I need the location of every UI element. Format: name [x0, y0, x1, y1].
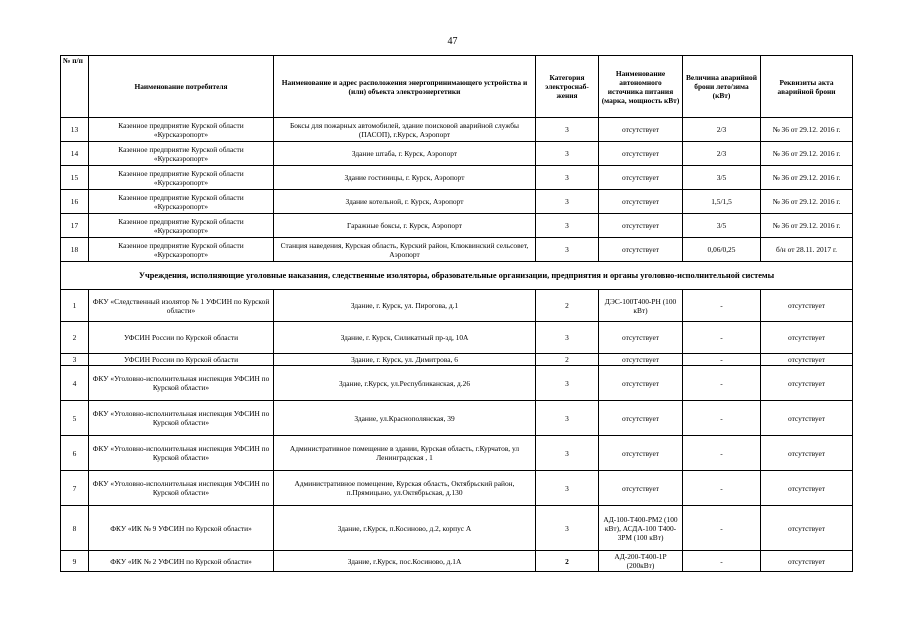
- reserve-table: [60, 55, 853, 572]
- cell-object: Административное помещение, Курская область, Октябрьский район, п.Прямицыно, ул.Октябрьская, д.130: [274, 471, 536, 506]
- table-row: [61, 118, 853, 142]
- cell-object: Здание котельной, г. Курск, Аэропорт: [274, 190, 536, 214]
- cell-object: Здание, г.Курск, п.Косиново, д.2, корпус А: [274, 506, 536, 551]
- cell-reserve: 3/5: [683, 214, 761, 238]
- cell-category: 3: [536, 190, 599, 214]
- cell-consumer: ФКУ «Уголовно-исполнительная инспекция УФСИН по Курской области»: [89, 436, 274, 471]
- cell-consumer: ФКУ «ИК № 2 УФСИН по Курской области»: [89, 551, 274, 572]
- cell-object: Гаражные боксы, г. Курск, Аэропорт: [274, 214, 536, 238]
- page-number: 47: [447, 36, 458, 47]
- cell-object: Боксы для пожарных автомобилей, здание поисковой аварийной службы (ПАСОП), г.Курск, Аэропорт: [274, 118, 536, 142]
- cell-num: 2: [61, 322, 89, 354]
- cell-source: АД-200-Т400-1Р (200кВт): [599, 551, 683, 572]
- cell-act: отсутствует: [761, 551, 853, 572]
- header-category: Категория электроснаб- жения: [536, 56, 599, 118]
- table-row: [61, 166, 853, 190]
- cell-source: отсутствует: [599, 366, 683, 401]
- table-row: [61, 190, 853, 214]
- cell-act: № 36 от 29.12. 2016 г.: [761, 166, 853, 190]
- header-num: № п/п: [61, 56, 89, 118]
- cell-act: отсутствует: [761, 471, 853, 506]
- cell-source: отсутствует: [599, 142, 683, 166]
- cell-num: 9: [61, 551, 89, 572]
- cell-num: 7: [61, 471, 89, 506]
- cell-category: 3: [536, 238, 599, 262]
- cell-num: 16: [61, 190, 89, 214]
- cell-act: № 36 от 29.12. 2016 г.: [761, 142, 853, 166]
- table-row: [61, 551, 853, 572]
- cell-reserve: -: [683, 322, 761, 354]
- table-row: [61, 354, 853, 366]
- reserve-table-container: [60, 55, 852, 572]
- table-row: [61, 322, 853, 354]
- cell-category: 3: [536, 214, 599, 238]
- cell-category: 2: [536, 354, 599, 366]
- table-row: [61, 436, 853, 471]
- cell-num: 14: [61, 142, 89, 166]
- cell-consumer: Казенное предприятие Курской области «Курскаэропорт»: [89, 118, 274, 142]
- cell-object: Административное помещение в здании, Курская область, г.Курчатов, ул Ленинградская , 1: [274, 436, 536, 471]
- cell-reserve: 2/3: [683, 118, 761, 142]
- section-title: Учреждения, исполняющие уголовные наказания, следственные изоляторы, образовательные организации, предприятия и органы уголовно-исполнительной системы: [61, 262, 853, 290]
- table-header-row: [61, 56, 853, 118]
- cell-category: 3: [536, 166, 599, 190]
- table-row: [61, 142, 853, 166]
- cell-act: № 36 от 29.12. 2016 г.: [761, 214, 853, 238]
- cell-source: отсутствует: [599, 118, 683, 142]
- cell-reserve: -: [683, 471, 761, 506]
- header-act: Реквизиты акта аварийной брони: [761, 56, 853, 118]
- table-row: [61, 214, 853, 238]
- cell-reserve: -: [683, 290, 761, 322]
- cell-object: Здание, г. Курск, ул. Пирогова, д.1: [274, 290, 536, 322]
- cell-consumer: ФКУ «Уголовно-исполнительная инспекция УФСИН по Курской области»: [89, 471, 274, 506]
- table-row: [61, 471, 853, 506]
- cell-source: отсутствует: [599, 471, 683, 506]
- cell-object: Здание, ул.Краснополянская, 39: [274, 401, 536, 436]
- cell-num: 6: [61, 436, 89, 471]
- cell-act: № 36 от 29.12. 2016 г.: [761, 190, 853, 214]
- cell-source: отсутствует: [599, 401, 683, 436]
- cell-source: отсутствует: [599, 166, 683, 190]
- cell-act: б/н от 28.11. 2017 г.: [761, 238, 853, 262]
- cell-consumer: ФКУ «ИК № 9 УФСИН по Курской области»: [89, 506, 274, 551]
- cell-act: № 36 от 29.12. 2016 г.: [761, 118, 853, 142]
- cell-num: 18: [61, 238, 89, 262]
- cell-act: отсутствует: [761, 354, 853, 366]
- cell-consumer: ФКУ «Следственный изолятор № 1 УФСИН по Курской области»: [89, 290, 274, 322]
- cell-object: Здание штаба, г. Курск, Аэропорт: [274, 142, 536, 166]
- cell-reserve: -: [683, 354, 761, 366]
- cell-category: 3: [536, 436, 599, 471]
- cell-object: Здание, г. Курск, ул. Димитрова, 6: [274, 354, 536, 366]
- header-source: Наименование автономного источника питания (марка, мощность кВт): [599, 56, 683, 118]
- cell-reserve: 2/3: [683, 142, 761, 166]
- cell-category: 3: [536, 322, 599, 354]
- cell-num: 13: [61, 118, 89, 142]
- cell-reserve: 1,5/1,5: [683, 190, 761, 214]
- table-row: [61, 290, 853, 322]
- cell-num: 15: [61, 166, 89, 190]
- cell-consumer: Казенное предприятие Курской области «Курскаэропорт»: [89, 142, 274, 166]
- cell-act: отсутствует: [761, 290, 853, 322]
- cell-object: Здание, г. Курск, Силикатный пр-зд, 10А: [274, 322, 536, 354]
- cell-object: Здание гостиницы, г. Курск, Аэропорт: [274, 166, 536, 190]
- cell-num: 5: [61, 401, 89, 436]
- cell-consumer: Казенное предприятие Курской области «Курскаэропорт»: [89, 166, 274, 190]
- cell-num: 1: [61, 290, 89, 322]
- cell-reserve: 3/5: [683, 166, 761, 190]
- cell-source: ДЭС-100Т400-РН (100 кВт): [599, 290, 683, 322]
- cell-source: отсутствует: [599, 190, 683, 214]
- cell-consumer: УФСИН России по Курской области: [89, 354, 274, 366]
- table-row: [61, 401, 853, 436]
- cell-num: 17: [61, 214, 89, 238]
- cell-source: АД-100-Т400-РМ2 (100 кВт), АСДА-100 Т400-3РМ (100 кВт): [599, 506, 683, 551]
- cell-consumer: Казенное предприятие Курской области «Курскаэропорт»: [89, 214, 274, 238]
- cell-act: отсутствует: [761, 506, 853, 551]
- cell-reserve: -: [683, 551, 761, 572]
- cell-source: отсутствует: [599, 238, 683, 262]
- cell-act: отсутствует: [761, 436, 853, 471]
- cell-category: 3: [536, 401, 599, 436]
- cell-consumer: Казенное предприятие Курской области «Курскаэропорт»: [89, 238, 274, 262]
- cell-reserve: -: [683, 401, 761, 436]
- cell-reserve: 0,06/0,25: [683, 238, 761, 262]
- cell-act: отсутствует: [761, 366, 853, 401]
- cell-act: отсутствует: [761, 322, 853, 354]
- cell-reserve: -: [683, 436, 761, 471]
- cell-object: Здание, г.Курск, ул.Республиканская, д.26: [274, 366, 536, 401]
- cell-consumer: Казенное предприятие Курской области «Курскаэропорт»: [89, 190, 274, 214]
- cell-num: 4: [61, 366, 89, 401]
- cell-object: Станция наведения, Курская область, Курский район, Клюквинский сельсовет, Аэропорт: [274, 238, 536, 262]
- cell-source: отсутствует: [599, 436, 683, 471]
- cell-num: 3: [61, 354, 89, 366]
- header-object: Наименование и адрес расположения энергопринимающего устройства и (или) объекта электроэнергетики: [274, 56, 536, 118]
- section-row: [61, 262, 853, 290]
- cell-source: отсутствует: [599, 354, 683, 366]
- cell-act: отсутствует: [761, 401, 853, 436]
- cell-source: отсутствует: [599, 322, 683, 354]
- cell-category: 2: [536, 290, 599, 322]
- cell-category: 3: [536, 366, 599, 401]
- header-consumer: Наименование потребителя: [89, 56, 274, 118]
- cell-num: 8: [61, 506, 89, 551]
- cell-object: Здание, г.Курск, пос.Косиново, д.1А: [274, 551, 536, 572]
- cell-category: 3: [536, 471, 599, 506]
- cell-reserve: -: [683, 366, 761, 401]
- cell-consumer: ФКУ «Уголовно-исполнительная инспекция УФСИН по Курской области»: [89, 366, 274, 401]
- table-row: [61, 238, 853, 262]
- cell-consumer: УФСИН России по Курской области: [89, 322, 274, 354]
- cell-source: отсутствует: [599, 214, 683, 238]
- cell-reserve: -: [683, 506, 761, 551]
- table-row: [61, 506, 853, 551]
- table-row: [61, 366, 853, 401]
- cell-category: 3: [536, 506, 599, 551]
- cell-category: 3: [536, 118, 599, 142]
- cell-consumer: ФКУ «Уголовно-исполнительная инспекция УФСИН по Курской области»: [89, 401, 274, 436]
- cell-category: 3: [536, 142, 599, 166]
- header-reserve: Величина аварийной брони лето/зима (кВт): [683, 56, 761, 118]
- cell-category: 2: [536, 551, 599, 572]
